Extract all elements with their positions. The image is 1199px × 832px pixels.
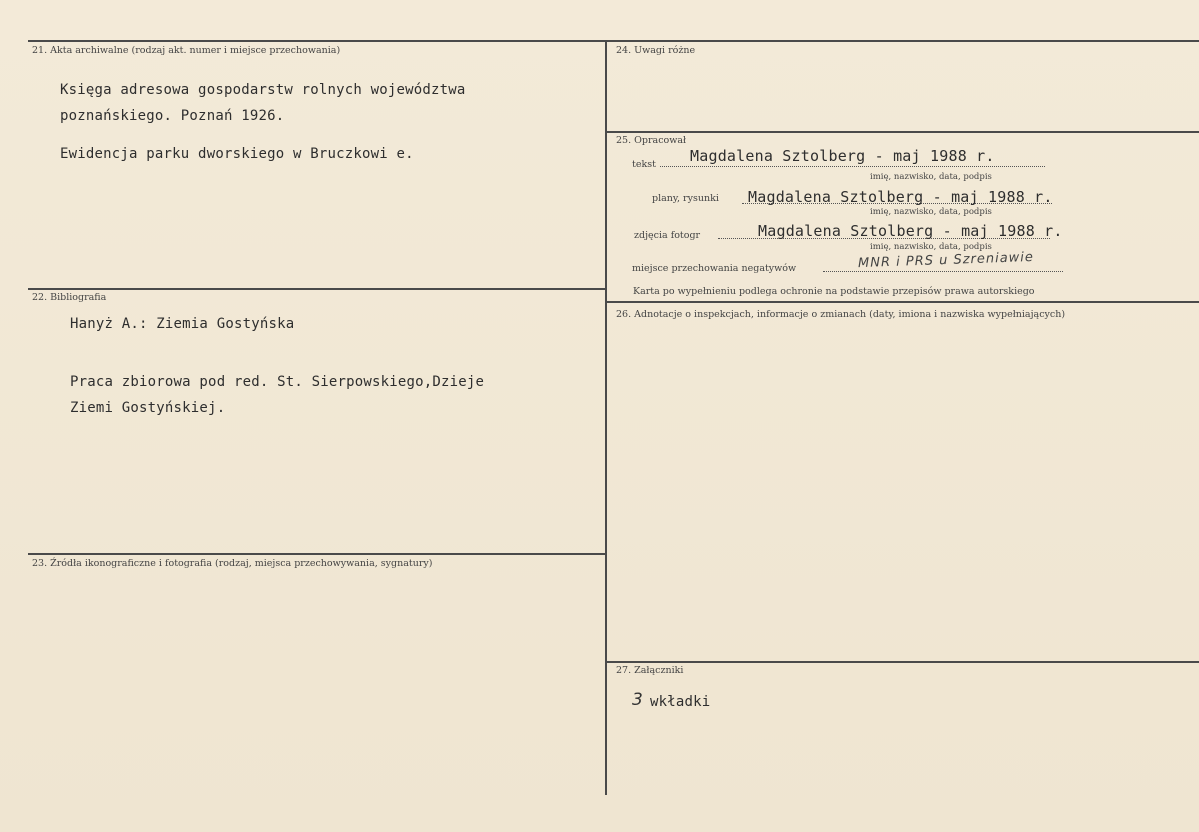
rule-26-27 [606, 661, 1199, 663]
section-21-line-2: poznańskiego. Poznań 1926. [60, 108, 285, 124]
plany-label: plany, rysunki [652, 193, 719, 204]
tekst-value: Magdalena Sztolberg - maj 1988 r. [690, 147, 995, 165]
plany-caption: imię, nazwisko, data, podpis [870, 207, 992, 217]
tekst-label: tekst [632, 159, 656, 170]
tekst-dotline [660, 166, 1045, 167]
rule-24-25 [606, 131, 1199, 133]
section-22-line-2: Praca zbiorowa pod red. St. Sierpowskiego,Dzieje [70, 374, 485, 390]
rule-25-26 [606, 301, 1199, 303]
zdjecia-value: Magdalena Sztolberg - maj 1988 r. [758, 222, 1063, 240]
rule-21-22 [28, 288, 606, 290]
section-22-line-1: Hanyż A.: Ziemia Gostyńska [70, 316, 295, 332]
copyright-note: Karta po wypełnieniu podlega ochronie na podstawie przepisów prawa autorskiego [633, 286, 1035, 297]
tekst-caption: imię, nazwisko, data, podpis [870, 172, 992, 182]
rule-22-23 [28, 553, 606, 555]
section-23-label: 23. Źródła ikonograficzne i fotografia (rodzaj, miejsca przechowywania, sygnatury) [32, 558, 433, 569]
section-27-label: 27. Załączniki [616, 665, 684, 676]
center-divider [605, 40, 607, 795]
attachments-value: wkładki [650, 694, 711, 710]
section-22-line-3: Ziemi Gostyńskiej. [70, 400, 226, 416]
zdjecia-label: zdjęcia fotogr [634, 230, 701, 241]
negatywy-dotline [823, 271, 1063, 272]
zdjecia-caption: imię, nazwisko, data, podpis [870, 242, 992, 252]
section-21-line-3: Ewidencja parku dworskiego w Bruczkowi e. [60, 146, 414, 162]
attachments-count: 3 [632, 690, 643, 710]
section-22-label: 22. Bibliografia [32, 292, 107, 303]
section-25-label: 25. Opracował [616, 135, 687, 146]
section-21-label: 21. Akta archiwalne (rodzaj akt. numer i miejsce przechowania) [32, 45, 341, 56]
negatywy-value: MNR i PRS u Szreniawie [857, 249, 1035, 272]
plany-value: Magdalena Sztolberg - maj 1988 r. [748, 188, 1053, 206]
section-26-label: 26. Adnotacje o inspekcjach, informacje o zmianach (daty, imiona i nazwiska wypełniających) [616, 309, 1066, 320]
section-24-label: 24. Uwagi różne [616, 45, 696, 56]
section-21-line-1: Księga adresowa gospodarstw rolnych województwa [60, 82, 466, 98]
negatywy-label: miejsce przechowania negatywów [632, 263, 797, 274]
top-rule [28, 40, 1199, 42]
